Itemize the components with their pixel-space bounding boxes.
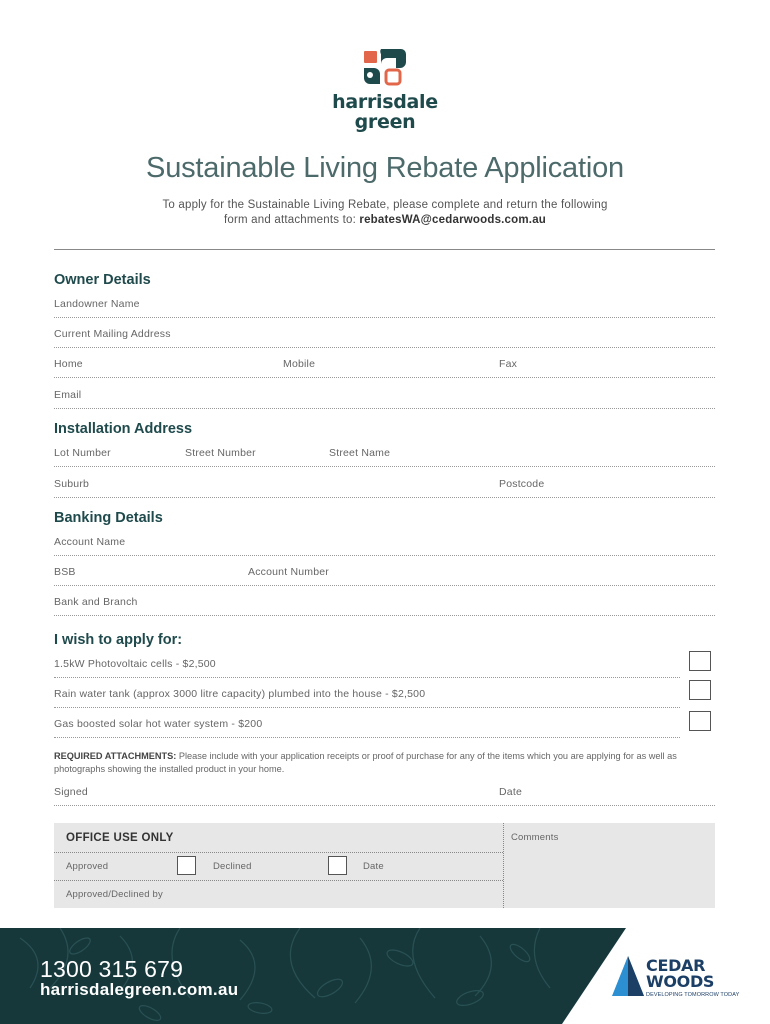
email-label: Email xyxy=(54,389,82,401)
divider xyxy=(54,249,715,250)
option-rainwater-label: Rain water tank (approx 3000 litre capacity) plumbed into the house - $2,500 xyxy=(54,688,426,700)
brand-line1: harrisdale xyxy=(332,91,438,113)
email-field[interactable] xyxy=(54,389,715,409)
declined-checkbox[interactable] xyxy=(328,856,347,875)
suburb-postcode-row xyxy=(54,478,715,498)
landowner-name-label: Landowner Name xyxy=(54,298,140,310)
harrisdale-green-logo xyxy=(324,46,446,138)
cedar-line2: WOODS xyxy=(646,972,715,991)
option-solar-hot-water-row xyxy=(54,718,680,738)
cedar-tree-icon xyxy=(612,956,644,996)
street-number-label[interactable]: Street Number xyxy=(185,447,256,459)
rebate-email: rebatesWA@cedarwoods.com.au xyxy=(359,214,547,226)
account-number-label[interactable]: Account Number xyxy=(248,566,330,578)
declined-label: Declined xyxy=(213,861,252,872)
approved-by-label[interactable]: Approved/Declined by xyxy=(66,889,163,900)
signed-label[interactable]: Signed xyxy=(54,786,88,798)
office-date-label[interactable]: Date xyxy=(363,861,384,872)
apply-for-heading: I wish to apply for: xyxy=(54,632,183,648)
intro-line2 xyxy=(0,213,770,228)
option-photovoltaic-row xyxy=(54,658,680,678)
comments-label[interactable]: Comments xyxy=(511,832,559,843)
mobile-label[interactable]: Mobile xyxy=(283,358,316,370)
option-rainwater-checkbox[interactable] xyxy=(689,680,711,700)
lot-number-label[interactable]: Lot Number xyxy=(54,447,111,459)
option-photovoltaic-label: 1.5kW Photovoltaic cells - $2,500 xyxy=(54,658,216,670)
brand-line2: green xyxy=(354,111,416,133)
cedar-tagline: DEVELOPING TOMORROW TODAY xyxy=(646,992,740,998)
option-solar-hot-water-checkbox[interactable] xyxy=(689,711,711,731)
mailing-address-field[interactable] xyxy=(54,328,715,348)
required-attachments-note xyxy=(54,750,715,776)
bank-branch-field[interactable] xyxy=(54,596,715,616)
lot-street-row xyxy=(54,447,715,467)
office-divider-vertical xyxy=(503,823,504,908)
brand-wordmark xyxy=(324,92,446,132)
cedar-woods-wordmark xyxy=(646,958,714,990)
landowner-name-field[interactable] xyxy=(54,298,715,318)
option-solar-hot-water-label: Gas boosted solar hot water system - $200 xyxy=(54,718,263,730)
bank-branch-label: Bank and Branch xyxy=(54,596,138,608)
date-label[interactable]: Date xyxy=(499,786,522,798)
owner-details-heading: Owner Details xyxy=(54,272,151,288)
bsb-label[interactable]: BSB xyxy=(54,566,76,578)
office-divider xyxy=(54,880,503,881)
intro-line2-prefix: form and attachments to: xyxy=(223,214,356,226)
fax-label[interactable]: Fax xyxy=(499,358,518,370)
home-phone-label[interactable]: Home xyxy=(54,358,83,370)
office-use-panel xyxy=(54,823,715,908)
leaf-logo-icon xyxy=(360,46,408,88)
phone-fields-row xyxy=(54,358,715,378)
signature-row xyxy=(54,786,715,806)
website-link[interactable]: harrisdalegreen.com.au xyxy=(40,980,239,999)
banking-details-heading: Banking Details xyxy=(54,510,163,526)
bsb-account-row xyxy=(54,566,715,586)
option-photovoltaic-checkbox[interactable] xyxy=(689,651,711,671)
suburb-label[interactable]: Suburb xyxy=(54,478,90,490)
approved-label: Approved xyxy=(66,861,109,872)
phone-number[interactable]: 1300 315 679 xyxy=(40,956,184,982)
approved-checkbox[interactable] xyxy=(177,856,196,875)
installation-address-heading: Installation Address xyxy=(54,421,193,437)
account-name-label: Account Name xyxy=(54,536,126,548)
mailing-address-label: Current Mailing Address xyxy=(54,328,171,340)
cedar-woods-logo xyxy=(612,954,742,1004)
option-rainwater-row xyxy=(54,688,680,708)
page-title: Sustainable Living Rebate Application xyxy=(146,152,624,184)
intro-line1: To apply for the Sustainable Living Rebate, please complete and return the following xyxy=(162,199,608,211)
intro-text xyxy=(0,198,770,228)
required-attachments-text: Please include with your application receipts or proof of purchase for any of the items which you are applying for as well as photographs showing the installed product in your home. xyxy=(54,751,677,774)
postcode-label[interactable]: Postcode xyxy=(499,478,545,490)
cedar-line1: CEDAR xyxy=(646,956,706,975)
office-divider xyxy=(54,852,503,853)
street-name-label[interactable]: Street Name xyxy=(329,447,391,459)
required-attachments-label: REQUIRED ATTACHMENTS: xyxy=(54,751,177,761)
account-name-field[interactable] xyxy=(54,536,715,556)
office-use-title: OFFICE USE ONLY xyxy=(66,832,174,844)
